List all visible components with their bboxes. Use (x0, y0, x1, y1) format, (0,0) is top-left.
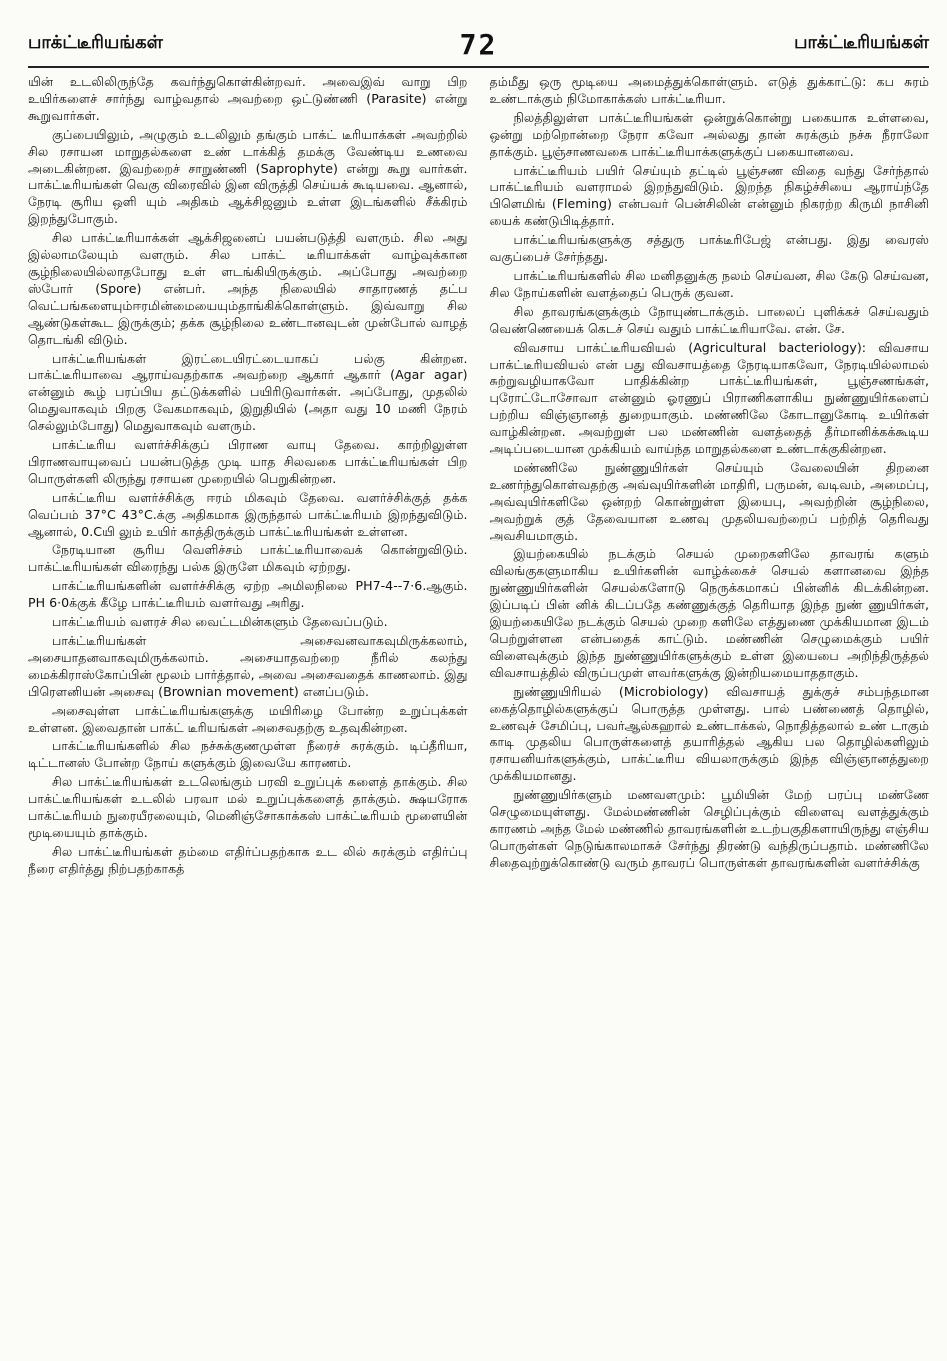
paragraph: பாக்ட்டீரிய வளர்ச்சிக்குப் பிராண வாயு தேவை. காற்றிலுள்ள பிராணவாயுவைப் பயன்படுத்த முடி யாத சிலவகை பாக்ட்டீரியங்கள் பிற பொருள்களி லிருந்து ரசாயன முறையில் பெறுகின்றன. (28, 437, 468, 486)
paragraph: சில தாவரங்களுக்கும் நோயுண்டாக்கும். பாலைப் புளிக்கச் செய்வதும் வெண்ணெயைக் கெடச் செய் வதும் பாக்ட்டீரியாவே. என். சே. (489, 303, 929, 336)
paragraph: சில பாக்ட்டீரியாக்கள் ஆக்சிஜனைப் பயன்படுத்தி வளரும். சில அது இல்லாமலேயும் வளரும். சில பாக்ட் டீரியாக்கள் வாழ்வுக்கான சூழ்நிலையில்லாதபோது உள் ளடங்கியிருக்கும். அப்போது அவற்றை ஸ்போர் (Spore) என்பர். அந்த நிலையில் சாதாரணத் தட்ப வெட்பங்களையும்ஈரமின்மையையும்தாங்கிக்கொள்ளும். இவ்வாறு சில ஆண்டுகள்கூட இருக்கும்; தக்க சூழ்நிலை உண்டானவுடன் முன்போல் வாழத் தொடங்கி விடும். (28, 230, 468, 347)
page-header (28, 28, 929, 68)
paragraph: பாக்ட்டீரியங்கள் இரட்டையிரட்டையாகப் பல்கு கின்றன. பாக்ட்டீரியாவை ஆராய்வதற்காக அவற்றை ஆகார் ஆகார் (Agar agar) என்னும் கூழ் பரப்பிய தட்டுக்களில் பயிரிடுவார்கள். அப்போது, முதலில் மெதுவாகவும் பிறகு வேகமாகவும், இறுதியில் (அதா வது 10 மணி நேரம் செல்லும்போது) மெதுவாகவும் வளரும். (28, 350, 468, 434)
page-number: 72 (459, 28, 498, 61)
paragraph: பாக்ட்டீரியம் பயிர் செய்யும் தட்டில் பூஞ்சண விதை வந்து சேர்ந்தால் பாக்ட்டீரியம் வளராமல் இறந்துவிடும். இறந்த நிகழ்ச்சியை ஆராய்ந்தே பிளெமிங் (Fleming) என்பவர் பென்சிலின் என்னும் நிகரற்ற கிருமி நாசினி யைக் கண்டுபிடித்தார். (489, 162, 929, 229)
paragraph: நிலத்திலுள்ள பாக்ட்டீரியங்கள் ஒன்றுக்கொன்று பகையாக உள்ளவை, ஒன்று மற்றொன்றை நேரா கவோ அல்லது தான் சுரக்கும் நச்சு நீராலோ தாக்கும். பூஞ்சாணவகை பாக்ட்டீரியாக்களுக்குப் பகையானவை. (489, 109, 929, 159)
paragraph: அசைவுள்ள பாக்ட்டீரியங்களுக்கு மயிரிழை போன்ற உறுப்புக்கள் உள்ளன. இவைதான் பாக்ட் டீரியங்கள் அசைவதற்கு உதவுகின்றன. (28, 702, 468, 735)
paragraph: பாக்ட்டீரியங்களுக்கு சத்துரு பாக்டீரிபேஜ் என்பது. இது வைரஸ் வகுப்பைச் சேர்ந்தது. (489, 232, 929, 265)
left-column (28, 74, 468, 1351)
paragraph: பாக்ட்டீரியங்கள் அசைவனவாகவுமிருக்கலாம், அசையாதனவாகவுமிருக்கலாம். அசையாதவற்றை நீரில் கலந்து மைக்கிராஸ்கோப்பின் மூலம் பார்த்தால், அவை அசைவதைக் காணலாம். இது பிரௌனியன் அசைவு (Brownian movement) எனப்படும். (28, 633, 468, 699)
paragraph: யின் உடலிலிருந்தே கவர்ந்துகொள்கின்றவர். அவைஇவ் வாறு பிற உயிர்களைச் சார்ந்து வாழ்வதால் அவற்றை ஒட்டுண்ணி (Parasite) என்று கூறுவார்கள். (28, 74, 468, 123)
paragraph: பாக்ட்டீரியங்களில் சில நச்சுக்குணமுள்ள நீரைச் சுரக்கும். டிப்தீரியா, டிட்டானஸ் போன்ற நோய் களுக்கும் இவையே காரணம். (28, 738, 468, 771)
paragraph: பாக்ட்டீரிய வளர்ச்சிக்கு ஈரம் மிகவும் தேவை. வளர்ச்சிக்குத் தக்க வெப்பம் 37°C 43°C.க்கு அதிகமாக இருந்தால் பாக்ட்டீரியம் இறந்துவிடும். ஆனால், 0.Cயி லும் உயிர் காத்திருக்கும் பாக்ட்டீரியங்கள் உள்ளன. (28, 489, 468, 539)
paragraph: விவசாய பாக்ட்டீரியவியல் (Agricultural bacteriology): விவசாய பாக்ட்டீரியவியல் என் பது விவசாயத்தை நேரடியாகவோ, நேரடியில்லாமல் சுற்றுவழியாகவோ பாதிக்கின்ற பாக்ட்டீரியங்கள், பூஞ்சணங்கள், புரோட்டோசோவா என்னும் ஓரணுப் பிராணிகளாகிய நுண்ணுயிர்களைப் பற்றிய விஞ்ஞானத் துறையாகும். மண்ணிலே கோடானுகோடி உயிர்கள் வாழ்கின்றன. அவற்றுள் பல மண்ணின் வளத்தைத் தீர்மானிக்கக்கூடிய அடிப்படையான முக்கியம் வாய்ந்த மாறுதல்களை உண்டாக்குகின்றன. (489, 339, 929, 457)
paragraph: பாக்ட்டீரியங்களில் சில மனிதனுக்கு நலம் செய்வன, சில கேடு செய்வன, சில நோய்களின் வளத்தைப் பெருக் குவன. (489, 267, 929, 300)
paragraph: தம்மீது ஒரு மூடியை அமைத்துக்கொள்ளும். எடுத் துக்காட்டு: கப சுரம் உண்டாக்கும் நிமோகாக்கஸ் பாக்ட்டீரியா. (489, 74, 929, 106)
paragraph: சில பாக்ட்டீரியங்கள் உடலெங்கும் பரவி உறுப்புக் களைத் தாக்கும். சில பாக்ட்டீரியங்கள் உடலில் பரவா மல் உறுப்புக்களைத் தாக்கும். க்ஷயரோக பாக்ட்டீரியம் நுரையீரலையும், மெனிஞ்சோகாக்கஸ் பாக்ட்டீரியம் மூளையின் மூடியையும் தாக்கும். (28, 774, 468, 840)
paragraph: குப்பையிலும், அழுகும் உடலிலும் தங்கும் பாக்ட் டீரியாக்கள் அவற்றில் சில ரசாயன மாறுதல்களை உண் டாக்கித் தமக்கு வேண்டிய உணவை அடைகின்றன. இவற்றைச் சாறுண்ணி (Saprophyte) என்று கூறு வார்கள். பாக்ட்டீரியங்கள் வெகு விரைவில் இன விருத்தி செய்யக் கூடியவை. ஆனால், நேரடி சூரிய ஒளி யும் அதிகம் ஆக்சிஜனும் உள்ள இடங்களில் சீக்கிரம் இறந்துபோகும். (28, 126, 468, 227)
paragraph: நுண்ணுயிர்களும் மணவளமும்: பூமியின் மேற் பரப்பு மண்ணே செழுமையுள்ளது. மேல்மண்ணின் செழிப்புக்கும் விளைவு வளத்துக்கும் காரணம் அந்த மேல் மண்ணில் தாவரங்களின் உடற்பகுதிகளாயிருந்து எஞ்சிய பொருள்கள் நெடுங்காலமாகச் சேர்ந்து திரண்டு வந்திருப்பதாம். மண்ணிலே சிதைவுற்றுக்கொண்டு வரும் தாவரப் பொருள்கள் தாவரங்களின் வளர்ச்சிக்கு (489, 787, 929, 870)
header-left-title: பாக்ட்டீரியங்கள் (28, 32, 163, 53)
paragraph: இயற்கையில் நடக்கும் செயல் முறைகளிலே தாவரங் களும் விலங்குகளுமாகிய உயிர்களின் வாழ்க்கைச் செயல் களானவை இந்த நுண்ணுயிர்களின் செயல்களோடு நெருக்கமாகப் பின்னிக் கிடக்கின்றன. இப்படிப் பின் னிக் கிடப்பதே கண்ணுக்குத் தெரியாத இந்த நுண் ணுயிர்கள், இயற்கையிலே நடக்கும் செயல் முறை களிலே எத்துணை முக்கியமான இடம் பெற்றுள்ளன என்பதைக் காட்டும். மண்ணின் செழுமைக்கும் பயிர் விளைவுக்கும் இந்த நுண்ணுயிர்களுக்கும் உள்ள இயைபை அறிந்திருத்தல் விவசாயத்தில் விருப்பமுள் ளவர்களுக்கு இன்றியமையாததாகும். (489, 546, 929, 680)
paragraph: நுண்ணுயிரியல் (Microbiology) விவசாயத் துக்குச் சம்பந்தமான கைத்தொழில்களுக்குப் பொருத்த முள்ளது. பால் பண்ணைத் தொழில், உணவுச் சேமிப்பு, பவர்ஆல்கஹால் உண்டாக்கல், நொதித்தலால் உண் டாகும் காடி முதலிய பொருள்களைத் தயாரித்தல் ஆகிய பல தொழில்களிலும் ரசாயனியர்களுக்கும், பாக்ட்டீரிய வியலாருக்கும் இந்த விஞ்ஞானத்துறை முக்கியமானது. (489, 683, 929, 784)
paragraph: சில பாக்ட்டீரியங்கள் தம்மை எதிர்ப்பதற்காக உட லில் சுரக்கும் எதிர்ப்பு நீரை எதிர்த்து நிற்பதற்காகத் (28, 843, 468, 876)
paragraph: பாக்ட்டீரியங்களின் வளர்ச்சிக்கு ஏற்ற அமிலநிலை PH7-4--7·6.ஆகும். PH 6·0க்குக் கீழே பாக்ட்டீரியம் வளர்வது அரிது. (28, 578, 468, 611)
header-right-title: பாக்ட்டீரியங்கள் (794, 32, 929, 53)
right-column (490, 74, 930, 1351)
text-columns (28, 74, 929, 1351)
paragraph: மண்ணிலே நுண்ணுயிர்கள் செய்யும் வேலையின் திறனை உணர்ந்துகொள்வதற்கு அவ்வுயிர்களின் மாதிரி, பருமன், வடிவம், அமைப்பு, அவ்வுயிர்களிலே ஒன்றற் கொன்றுள்ள இயைபு, அவற்றின் சூழ்நிலை, அவற்றுக் குத் தேவையான உணவு முதலியவற்றைப் பற்றித் தெரிவது அவசியமாகும். (489, 459, 929, 543)
paragraph: நேரடியான சூரிய வெளிச்சம் பாக்ட்டீரியாவைக் கொன்றுவிடும். பாக்ட்டீரியங்கள் விரைந்து பல்க இருளே மிகவும் ஏற்றது. (28, 542, 468, 575)
paragraph: பாக்ட்டீரியம் வளரச் சில வைட்டமின்களும் தேவைப்படும். (52, 614, 388, 630)
